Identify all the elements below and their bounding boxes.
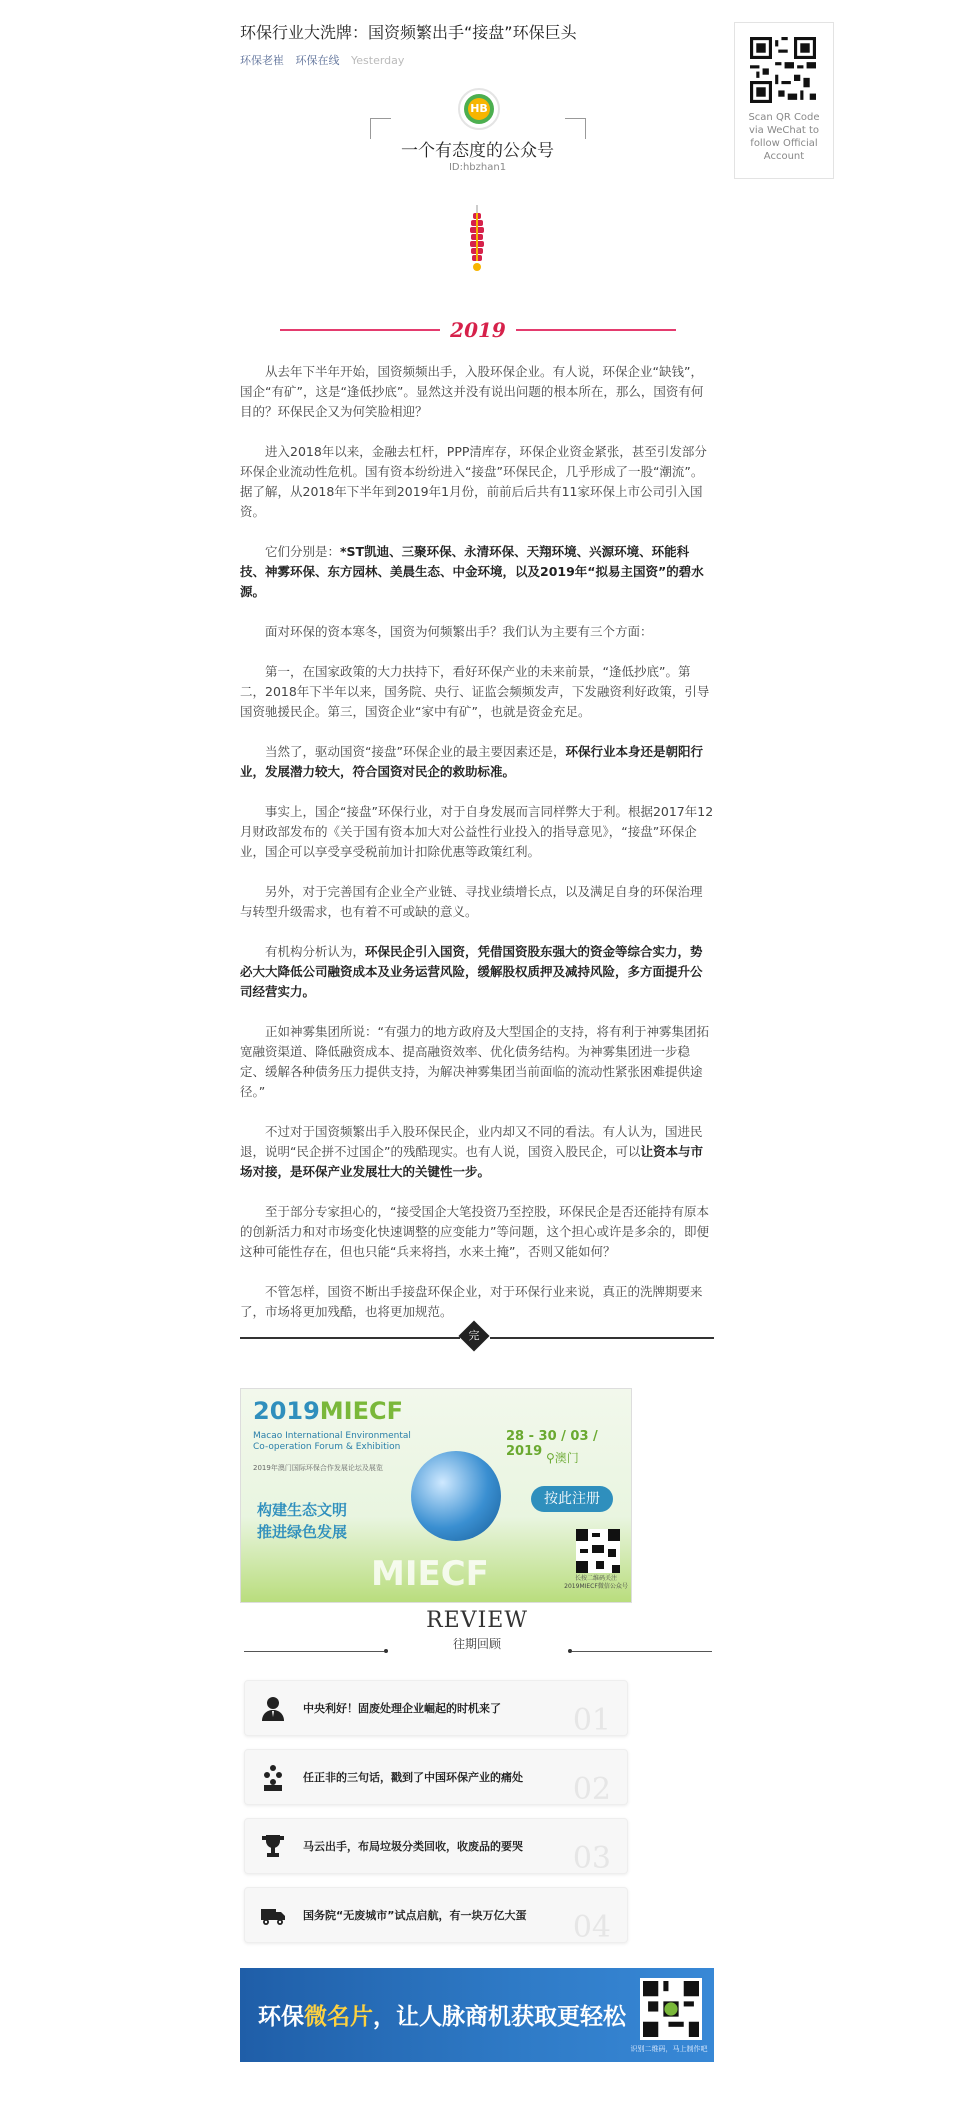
people-group-icon [259,1763,287,1791]
miecf-ad-banner[interactable] [240,1388,632,1603]
paragraph: 不管怎样，国资不断出手接盘环保企业，对于环保行业来说，真正的洗牌期要来了，市场将更加残酷，也将更加规范。 [240,1284,703,1319]
review-divider-right [572,1651,712,1652]
paragraph: 正如神雾集团所说：“有强力的地方政府及大型国企的支持，将有利于神雾集团拓宽融资渠道、降低融资成本、提高融资效率、优化债务结构。为神雾集团进一步稳定、缓解各种债务压力提供支持，为解决神雾集团当前面临的流动性紧张困难提供途径。” [240,1024,709,1099]
register-button[interactable]: 按此注册 [531,1486,613,1512]
business-card-qr-caption: 识别二维码，马上制作吧 [630,2045,708,2053]
review-item[interactable]: 任正非的三句话，戳到了中国环保产业的痛处 02 [244,1749,628,1805]
end-mark-icon: 完 [458,1320,489,1351]
ad-city: ⚲澳门 [546,1451,579,1465]
ad-watermark: MIECF [371,1554,489,1594]
paragraph: 不过对于国资频繁出手入股环保民企，业内却又不同的看法。有人认为，国进民退，说明“民企拼不过国企”的残酷现实。也有人说，国资入股民企，可以让资本与市场对接，是环保产业发展壮大的关键性一步。 [240,1124,703,1179]
publish-time: Yesterday [351,54,405,67]
paragraph: 从去年下半年开始，国资频频出手，入股环保企业。有人说，环保企业“缺钱”，国企“有矿”，这是“逢低抄底”。显然这并没有说出问题的根本所在，那么，国资有何目的？环保民企又为何笑脸相迎？ [240,364,704,419]
paragraph: 第一，在国家政策的大力扶持下，看好环保产业的未来前景，“逢低抄底”。第二，2018年下半年以来，国务院、央行、证监会频频发声，下发融资利好政策，引导国资驰援民企。第三，国资企业“家中有矿”，也就是资金充足。 [240,664,710,719]
logo-icon: HB [458,88,500,130]
account-link[interactable]: 环保老崔 [240,54,284,67]
ad-slogan: 构建生态文明 推进绿色发展 [257,1501,348,1541]
ad-english-name: Macao International Environmental Co-operation Forum & Exhibition [253,1431,411,1452]
review-item[interactable]: 马云出手，布局垃圾分类回收，收废品的要哭 03 [244,1818,628,1874]
paragraph: 它们分别是：*ST凯迪、三聚环保、永清环保、天翔环境、兴源环境、环能科技、神雾环保、东方园林、美晨生态、中金环境，以及2019年“拟易主国资”的碧水源。 [240,544,704,599]
businessman-icon [259,1694,287,1722]
year-banner [280,318,676,342]
account-logo-header [370,88,585,178]
firecracker-icon [462,205,492,275]
ad-chinese-name: 2019年澳门国际环保合作发展论坛及展览 [253,1464,383,1472]
paragraph: 另外，对于完善国有企业全产业链、寻找业绩增长点，以及满足自身的环保治理与转型升级需求，也有着不可或缺的意义。 [240,884,703,919]
qr-code-icon [576,1529,620,1573]
paragraph: 事实上，国企“接盘”环保行业，对于自身发展而言同样弊大于利。根据2017年12月财政部发布的《关于国有资本加大对公益性行业投入的指导意见》，“接盘”环保企业，国企可以享受享受税前加计扣除优惠等政策红利。 [240,804,714,859]
review-header [240,1608,714,1652]
paragraph: 至于部分专家担心的，“接受国企大笔投资乃至控股，环保民企是否还能持有原本的创新活力和对市场变化快速调整的应变能力”等问题，这个担心或许是多余的，即便这种可能性存在，但也只能“兵来将挡，水来土掩”，否则又能如何？ [240,1204,709,1259]
trophy-icon [259,1832,287,1860]
article-meta [240,52,412,68]
qr-code-icon [750,37,816,103]
paragraph: 当然了，驱动国资“接盘”环保企业的最主要因素还是，环保行业本身还是朝阳行业，发展潜力较大，符合国资对民企的救助标准。 [240,744,703,779]
globe-icon [411,1451,501,1541]
account-id: ID:hbzhan1 [448,162,507,173]
business-card-banner[interactable] [240,1968,714,2062]
qr-code-icon [640,1978,702,2040]
business-card-slogan: 环保微名片，让人脉商机获取更轻松 [258,2004,626,2030]
paragraph: 面对环保的资本寒冬，国资为何频繁出手？我们认为主要有三个方面： [265,624,653,639]
article-title: 环保行业大洗牌：国资频繁出手“接盘”环保巨头 [240,23,577,42]
qr-follow-text: Scan QR Code via WeChat to follow Official Account [748,112,820,162]
qr-follow-panel[interactable] [734,22,834,179]
ad-brand: 2019MIECF [253,1397,404,1425]
paragraph: 进入2018年以来，金融去杠杆，PPP清库存，环保企业资金紧张，甚至引发部分环保企业流动性危机。国有资本纷纷进入“接盘”环保民企，几乎形成了一股“潮流”。据了解，从2018年下半年到2019年1月份，前前后后共有11家环保上市公司引入国资。 [240,444,707,519]
review-title-cn: 往期回顾 [452,1637,501,1651]
source-link[interactable]: 环保在线 [295,54,340,67]
review-divider-dot [568,1649,572,1653]
year-text: 2019 [450,318,506,342]
paragraph: 有机构分析认为，环保民企引入国资，凭借国资股东强大的资金等综合实力，势必大大降低公司融资成本及业务运营风险，缓解股权质押及减持风险，多方面提升公司经营实力。 [240,944,703,999]
account-slogan: 一个有态度的公众号 [401,141,554,161]
review-divider-left [244,1651,384,1652]
truck-icon [259,1901,287,1929]
review-item[interactable]: 国务院“无废城市”试点启航，有一块万亿大蛋 04 [244,1887,628,1943]
ad-qr-caption: 长按二维码关注 2019MIECF微信公众号 [564,1575,628,1590]
end-divider [240,1322,714,1354]
ad-date: 28 - 30 / 03 / 2019 [506,1429,598,1459]
location-pin-icon: ⚲ [546,1451,555,1465]
review-title-en: REVIEW [426,1608,528,1633]
review-item[interactable]: 中央利好！固废处理企业崛起的时机来了 01 [244,1680,628,1736]
review-divider-dot [384,1649,388,1653]
